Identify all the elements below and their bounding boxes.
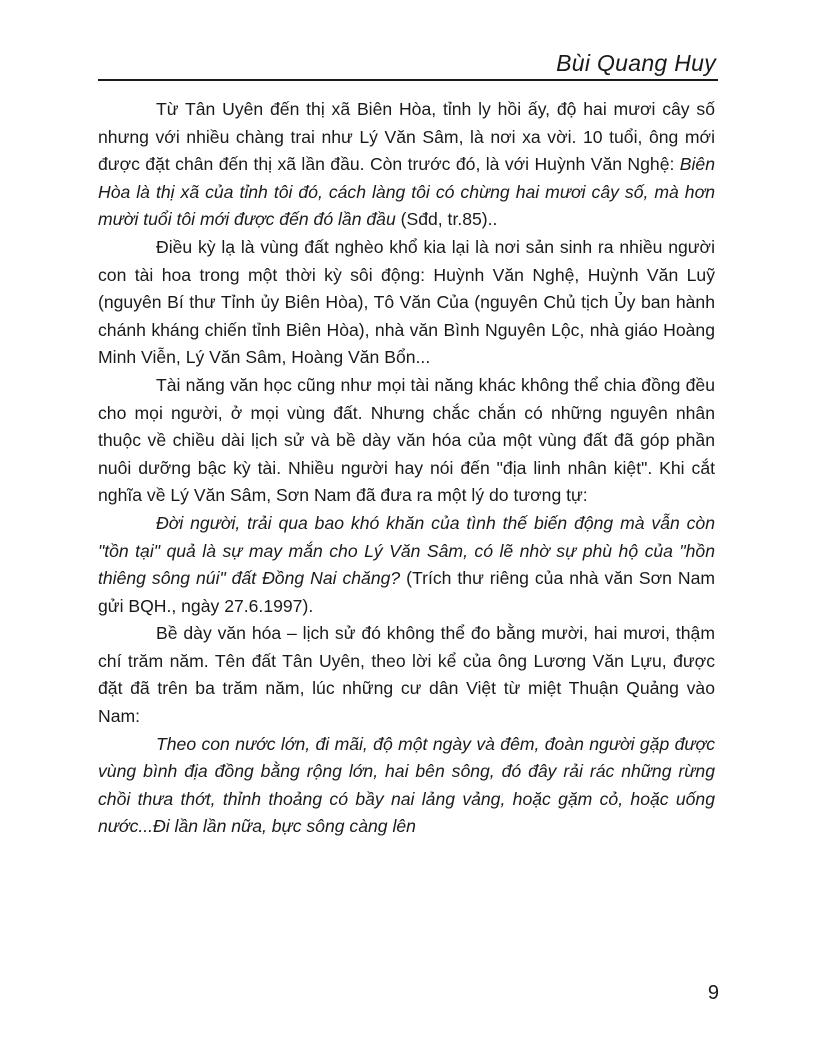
- paragraph-3: Tài năng văn học cũng như mọi tài năng khác không thể chia đồng đều cho mọi người, ở mọi vùng đất. Nhưng chắc chắn có những nguyên nhân thuộc về chiều dài lịch sử và bề dày văn hóa của một vùng đất đã góp phần nuôi dưỡng bậc kỳ tài. Nhiều người hay nói đến "địa linh nhân kiệt". Khi cắt nghĩa về Lý Văn Sâm, Sơn Nam đã đưa ra một lý do tương tự:: [98, 374, 715, 506]
- header-rule: [98, 79, 718, 81]
- paragraph-4-quote: Đời người, trải qua bao khó khăn của tình thế biến động mà vẫn còn "tồn tại" quả là sự may mắn cho Lý Văn Sâm, có lẽ nhờ sự phù hộ của "hồn thiêng sông núi" đất Đồng Nai chăng?: [98, 512, 715, 589]
- body-text: [98, 96, 715, 841]
- paragraph-1-citation: (Sđd, tr.85)..: [395, 209, 498, 230]
- running-header-author: Bùi Quang Huy: [556, 50, 716, 76]
- paragraph-6: [98, 731, 715, 841]
- paragraph-1-text: Từ Tân Uyên đến thị xã Biên Hòa, tỉnh ly hồi ấy, độ hai mươi cây số nhưng với nhiều chàng trai như Lý Văn Sâm, là nơi xa vời. 10 tuổi, ông mới được đặt chân đến thị xã lần đầu. Còn trước đó, là với Huỳnh Văn Nghệ:: [98, 99, 715, 175]
- paragraph-4: [98, 510, 715, 620]
- page-number: 9: [707, 982, 719, 1004]
- paragraph-5: Bề dày văn hóa – lịch sử đó không thể đo bằng mười, hai mươi, thậm chí trăm năm. Tên đất Tân Uyên, theo lời kể của ông Lương Văn Lựu, được đặt đã trên ba trăm năm, lúc những cư dân Việt từ miệt Thuận Quảng vào Nam:: [98, 623, 715, 727]
- paragraph-6-quote: Theo con nước lớn, đi mãi, độ một ngày và đêm, đoàn người gặp được vùng bình địa đồng bằng rộng lớn, hai bên sông, đó đây rải rác những rừng chồi thưa thớt, thỉnh thoảng có bầy nai lảng vảng, hoặc gặm cỏ, hoặc uống nước...Đi lần lần nữa, bực sông càng lên: [98, 733, 715, 837]
- paragraph-1: [98, 96, 715, 234]
- paragraph-1-quote: Biên Hòa là thị xã của tỉnh tôi đó, cách làng tôi có chừng hai mươi cây số, mà hơn mười tuổi tôi mới được đến đó lần đầu: [98, 154, 715, 230]
- paragraph-2: Điều kỳ lạ là vùng đất nghèo khổ kia lại là nơi sản sinh ra nhiều người con tài hoa trong một thời kỳ sôi động: Huỳnh Văn Nghệ, Huỳnh Văn Luỹ (nguyên Bí thư Tỉnh ủy Biên Hòa), Tô Văn Của (nguyên Chủ tịch Ủy ban hành chánh kháng chiến tỉnh Biên Hòa), nhà văn Bình Nguyên Lộc, nhà giáo Hoàng Minh Viễn, Lý Văn Sâm, Hoàng Văn Bổn...: [98, 236, 715, 368]
- paragraph-4-citation: (Trích thư riêng của nhà văn Sơn Nam gửi BQH., ngày 27.6.1997).: [98, 568, 716, 616]
